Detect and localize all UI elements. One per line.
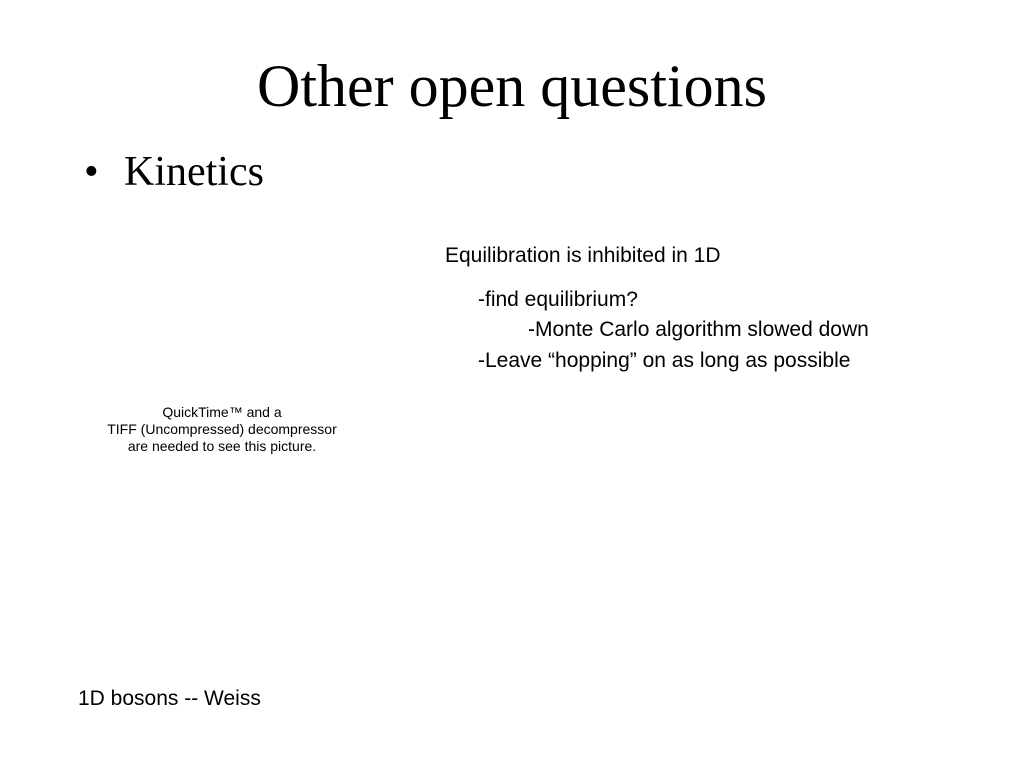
image-placeholder [64,404,380,455]
note-find-equilibrium: -find equilibrium? [478,288,638,311]
note-monte-carlo: -Monte Carlo algorithm slowed down [528,318,869,341]
note-leave-hopping: -Leave “hopping” on as long as possible [478,349,851,372]
placeholder-line-2: TIFF (Uncompressed) decompressor [107,421,337,437]
bullet-item-kinetics [84,147,264,197]
image-caption: 1D bosons -- Weiss [78,687,261,710]
placeholder-line-1: QuickTime™ and a [162,404,282,420]
placeholder-line-3: are needed to see this picture. [127,438,317,454]
equilibration-heading: Equilibration is inhibited in 1D [445,244,721,267]
bullet-list [84,147,264,197]
bullet-dot-icon: • [84,149,99,195]
bullet-text: Kinetics [124,149,264,195]
slide-title: Other open questions [257,53,767,119]
